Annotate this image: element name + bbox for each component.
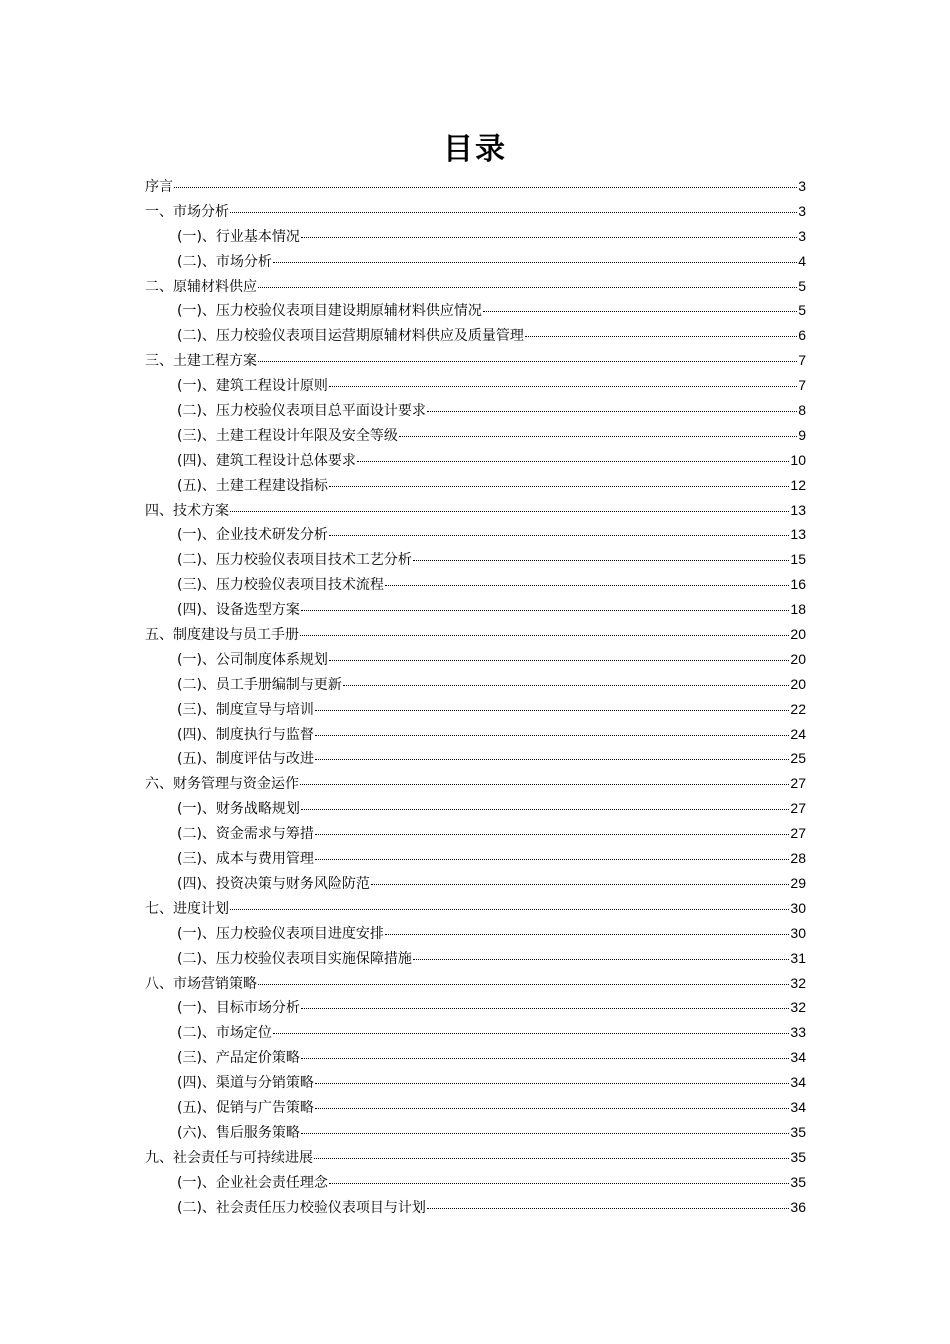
toc-entry-label: 序言 xyxy=(145,179,173,195)
toc-page-number: 30 xyxy=(790,899,806,916)
toc-dot-leader xyxy=(301,1133,789,1134)
toc-entry-label: 三、土建工程方案 xyxy=(145,353,257,370)
toc-page-number: 35 xyxy=(790,1173,806,1190)
toc-section-entry[interactable] xyxy=(145,249,806,274)
toc-page-number: 10 xyxy=(790,451,806,468)
toc-section-entry[interactable] xyxy=(145,1070,806,1095)
toc-page-number: 27 xyxy=(790,825,806,842)
toc-section-entry[interactable] xyxy=(145,423,806,448)
toc-chapter-entry[interactable] xyxy=(145,1145,806,1170)
toc-section-entry[interactable] xyxy=(145,946,806,971)
toc-section-entry[interactable] xyxy=(145,323,806,348)
toc-dot-leader xyxy=(357,461,789,462)
toc-section-entry[interactable] xyxy=(145,821,806,846)
toc-page-number: 30 xyxy=(790,924,806,941)
toc-chapter-entry[interactable] xyxy=(145,274,806,299)
toc-dot-leader xyxy=(230,212,797,213)
toc-entry-label: (三)、制度宣导与培训 xyxy=(177,701,314,718)
toc-section-entry[interactable] xyxy=(145,647,806,672)
toc-entry-label: (四)、投资决策与财务风险防范 xyxy=(177,875,370,892)
toc-entry-label: (三)、土建工程设计年限及安全等级 xyxy=(177,427,398,444)
toc-dot-leader xyxy=(399,436,797,437)
toc-dot-leader xyxy=(329,386,797,387)
toc-entry-label: (一)、企业技术研发分析 xyxy=(177,527,328,544)
toc-section-entry[interactable] xyxy=(145,597,806,622)
toc-page-number: 7 xyxy=(798,377,806,394)
toc-entry-label: (五)、促销与广告策略 xyxy=(177,1099,314,1116)
page-title: 目录 xyxy=(443,132,507,167)
toc-page-number: 29 xyxy=(790,874,806,891)
toc-dot-leader xyxy=(525,336,797,337)
toc-chapter-entry[interactable] xyxy=(145,896,806,921)
toc-page-number: 36 xyxy=(790,1198,806,1215)
toc-page-number: 33 xyxy=(790,1024,806,1041)
toc-dot-leader xyxy=(230,511,789,512)
toc-section-entry[interactable] xyxy=(145,572,806,597)
toc-section-entry[interactable] xyxy=(145,1020,806,1045)
toc-page-number: 28 xyxy=(790,850,806,867)
toc-page-number: 35 xyxy=(790,1148,806,1165)
toc-page-number: 34 xyxy=(790,1049,806,1066)
toc-section-entry[interactable] xyxy=(145,697,806,722)
toc-entry-label: 八、市场营销策略 xyxy=(145,975,257,992)
toc-entry-label: 六、财务管理与资金运作 xyxy=(145,776,299,793)
table-of-contents xyxy=(145,174,806,1219)
toc-section-entry[interactable] xyxy=(145,746,806,771)
toc-page-number: 16 xyxy=(790,576,806,593)
toc-dot-leader xyxy=(273,262,797,263)
toc-dot-leader xyxy=(315,1108,789,1109)
toc-dot-leader xyxy=(329,535,789,536)
toc-page-number: 20 xyxy=(790,626,806,643)
toc-section-entry[interactable] xyxy=(145,995,806,1020)
toc-entry-label: (一)、压力校验仪表项目进度安排 xyxy=(177,925,384,942)
toc-dot-leader xyxy=(230,909,789,910)
toc-dot-leader xyxy=(413,959,789,960)
toc-dot-leader xyxy=(329,1183,789,1184)
toc-dot-leader xyxy=(314,1158,789,1159)
toc-page-number: 5 xyxy=(798,302,806,319)
toc-dot-leader xyxy=(258,361,797,362)
toc-page-number: 27 xyxy=(790,800,806,817)
toc-entry-label: (二)、资金需求与筹措 xyxy=(177,826,314,843)
toc-chapter-entry[interactable] xyxy=(145,348,806,373)
toc-entry-label: (二)、市场分析 xyxy=(177,253,272,270)
toc-page-number: 18 xyxy=(790,601,806,618)
toc-dot-leader xyxy=(315,759,789,760)
toc-page-number: 8 xyxy=(798,402,806,419)
toc-chapter-entry[interactable] xyxy=(145,771,806,796)
toc-dot-leader xyxy=(301,237,797,238)
toc-dot-leader xyxy=(301,1058,789,1059)
toc-dot-leader xyxy=(315,834,789,835)
toc-chapter-entry[interactable] xyxy=(145,174,806,199)
toc-entry-label: 一、市场分析 xyxy=(145,203,229,220)
toc-dot-leader xyxy=(174,187,797,188)
toc-page-number: 15 xyxy=(790,551,806,568)
toc-section-entry[interactable] xyxy=(145,722,806,747)
toc-section-entry[interactable] xyxy=(145,373,806,398)
toc-dot-leader xyxy=(300,635,789,636)
toc-page-number: 13 xyxy=(790,526,806,543)
toc-page-number: 3 xyxy=(798,202,806,219)
toc-dot-leader xyxy=(483,311,797,312)
toc-entry-label: (一)、建筑工程设计原则 xyxy=(177,378,328,395)
toc-dot-leader xyxy=(273,1033,789,1034)
toc-entry-label: 七、进度计划 xyxy=(145,900,229,917)
toc-dot-leader xyxy=(343,685,789,686)
toc-section-entry[interactable] xyxy=(145,448,806,473)
toc-section-entry[interactable] xyxy=(145,473,806,498)
toc-dot-leader xyxy=(301,610,789,611)
toc-page-number: 12 xyxy=(790,476,806,493)
toc-entry-label: (三)、压力校验仪表项目技术流程 xyxy=(177,577,384,594)
toc-entry-label: (一)、企业社会责任理念 xyxy=(177,1174,328,1191)
toc-entry-label: (二)、压力校验仪表项目实施保障措施 xyxy=(177,950,412,967)
toc-section-entry[interactable] xyxy=(145,871,806,896)
toc-dot-leader xyxy=(258,287,797,288)
toc-entry-label: (一)、财务战略规划 xyxy=(177,801,300,818)
toc-section-entry[interactable] xyxy=(145,921,806,946)
toc-page-number: 32 xyxy=(790,974,806,991)
toc-page-number: 13 xyxy=(790,501,806,518)
toc-entry-label: (二)、社会责任压力校验仪表项目与计划 xyxy=(177,1199,426,1216)
toc-dot-leader xyxy=(329,486,789,487)
toc-entry-label: (二)、压力校验仪表项目总平面设计要求 xyxy=(177,403,426,420)
toc-dot-leader xyxy=(315,735,789,736)
toc-dot-leader xyxy=(413,560,789,561)
toc-section-entry[interactable] xyxy=(145,522,806,547)
toc-entry-label: 九、社会责任与可持续进展 xyxy=(145,1149,313,1166)
toc-section-entry[interactable] xyxy=(145,224,806,249)
toc-page-number: 31 xyxy=(790,949,806,966)
toc-dot-leader xyxy=(329,660,789,661)
toc-dot-leader xyxy=(385,585,789,586)
toc-dot-leader xyxy=(315,710,789,711)
toc-entry-label: (五)、制度评估与改进 xyxy=(177,751,314,768)
toc-entry-label: 四、技术方案 xyxy=(145,502,229,519)
toc-entry-label: (三)、产品定价策略 xyxy=(177,1050,300,1067)
toc-section-entry[interactable] xyxy=(145,1120,806,1145)
toc-entry-label: (二)、市场定位 xyxy=(177,1025,272,1042)
toc-page-number: 32 xyxy=(790,999,806,1016)
toc-section-entry[interactable] xyxy=(145,796,806,821)
toc-entry-label: (一)、目标市场分析 xyxy=(177,1000,300,1017)
toc-section-entry[interactable] xyxy=(145,1045,806,1070)
toc-page-number: 20 xyxy=(790,675,806,692)
toc-section-entry[interactable] xyxy=(145,1095,806,1120)
toc-dot-leader xyxy=(301,1008,789,1009)
toc-dot-leader xyxy=(300,784,789,785)
toc-dot-leader xyxy=(385,934,789,935)
toc-page-number: 5 xyxy=(798,277,806,294)
toc-dot-leader xyxy=(301,809,789,810)
toc-dot-leader xyxy=(371,884,789,885)
toc-entry-label: (四)、制度执行与监督 xyxy=(177,726,314,743)
toc-dot-leader xyxy=(427,411,797,412)
toc-section-entry[interactable] xyxy=(145,547,806,572)
toc-entry-label: (三)、成本与费用管理 xyxy=(177,851,314,868)
toc-entry-label: (六)、售后服务策略 xyxy=(177,1124,300,1141)
toc-section-entry[interactable] xyxy=(145,1170,806,1195)
toc-chapter-entry[interactable] xyxy=(145,622,806,647)
toc-entry-label: (五)、土建工程建设指标 xyxy=(177,477,328,494)
toc-section-entry[interactable] xyxy=(145,846,806,871)
toc-page-number: 7 xyxy=(798,352,806,369)
toc-page-number: 25 xyxy=(790,750,806,767)
toc-chapter-entry[interactable] xyxy=(145,971,806,996)
toc-section-entry[interactable] xyxy=(145,1195,806,1220)
toc-page-number: 22 xyxy=(790,700,806,717)
toc-page-number: 6 xyxy=(798,327,806,344)
toc-chapter-entry[interactable] xyxy=(145,498,806,523)
toc-entry-label: (一)、行业基本情况 xyxy=(177,228,300,245)
toc-dot-leader xyxy=(315,1083,789,1084)
toc-dot-leader xyxy=(258,984,789,985)
toc-page-number: 35 xyxy=(790,1123,806,1140)
toc-page-number: 27 xyxy=(790,775,806,792)
toc-entry-label: (二)、压力校验仪表项目运营期原辅材料供应及质量管理 xyxy=(177,328,524,345)
toc-page-number: 4 xyxy=(798,252,806,269)
toc-chapter-entry[interactable] xyxy=(145,199,806,224)
toc-page-number: 3 xyxy=(798,227,806,244)
toc-entry-label: 五、制度建设与员工手册 xyxy=(145,627,299,644)
toc-entry-label: (一)、压力校验仪表项目建设期原辅材料供应情况 xyxy=(177,303,482,320)
toc-entry-label: (四)、设备选型方案 xyxy=(177,602,300,619)
toc-entry-label: 二、原辅材料供应 xyxy=(145,278,257,295)
toc-page-number: 34 xyxy=(790,1098,806,1115)
toc-entry-label: (四)、渠道与分销策略 xyxy=(177,1075,314,1092)
toc-section-entry[interactable] xyxy=(145,398,806,423)
toc-page-number: 24 xyxy=(790,725,806,742)
toc-section-entry[interactable] xyxy=(145,672,806,697)
toc-dot-leader xyxy=(427,1208,789,1209)
toc-page-number: 20 xyxy=(790,650,806,667)
toc-dot-leader xyxy=(315,859,789,860)
toc-entry-label: (二)、压力校验仪表项目技术工艺分析 xyxy=(177,552,412,569)
toc-page-number: 3 xyxy=(798,178,806,194)
toc-page-number: 9 xyxy=(798,426,806,443)
toc-entry-label: (一)、公司制度体系规划 xyxy=(177,651,328,668)
toc-entry-label: (二)、员工手册编制与更新 xyxy=(177,676,342,693)
toc-section-entry[interactable] xyxy=(145,298,806,323)
toc-page-number: 34 xyxy=(790,1074,806,1091)
toc-entry-label: (四)、建筑工程设计总体要求 xyxy=(177,452,356,469)
